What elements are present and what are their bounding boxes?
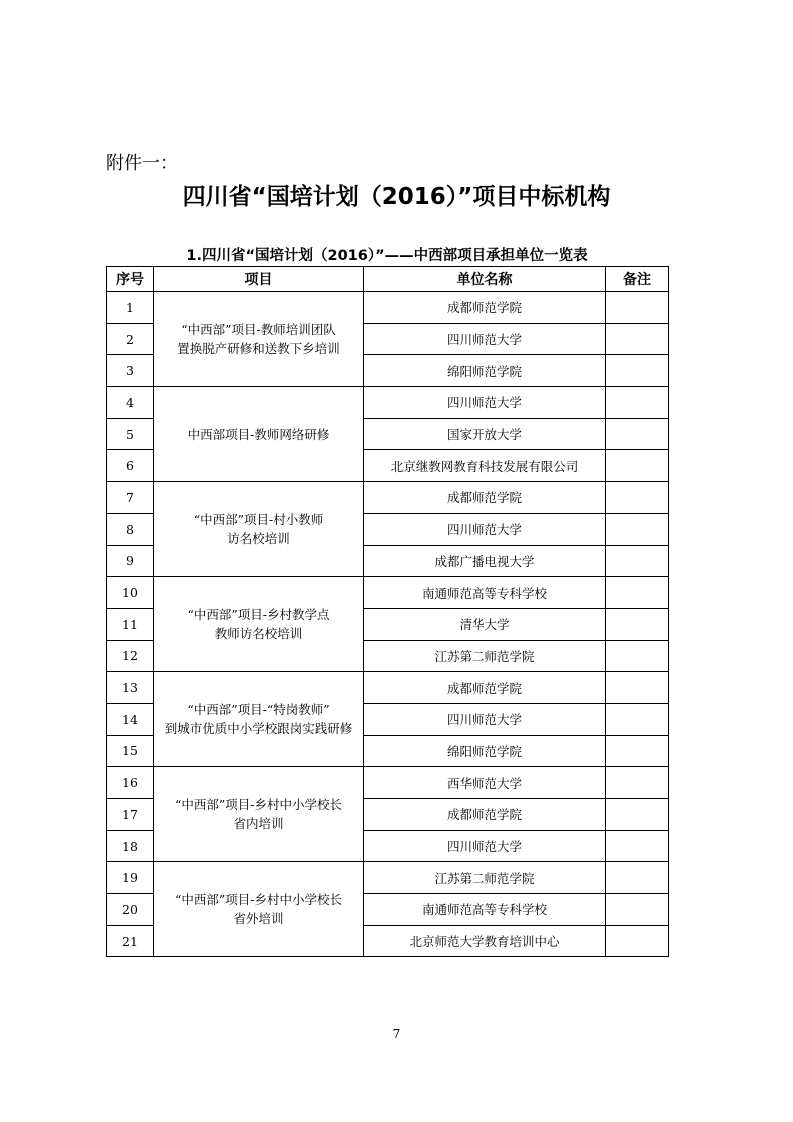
row-index: 16 xyxy=(107,767,154,799)
project-cell xyxy=(154,387,364,482)
remark-cell xyxy=(606,640,669,672)
row-index: 14 xyxy=(107,703,154,735)
unit-list-table xyxy=(106,266,669,957)
row-index: 20 xyxy=(107,894,154,926)
row-index: 8 xyxy=(107,513,154,545)
project-line: “中西部”项目-乡村中小学校长 xyxy=(174,797,342,813)
remark-cell xyxy=(606,577,669,609)
row-index: 15 xyxy=(107,735,154,767)
project-line: “中西部”项目-乡村教学点 xyxy=(187,607,330,623)
remark-cell xyxy=(606,608,669,640)
remark-cell xyxy=(606,323,669,355)
row-index: 2 xyxy=(107,323,154,355)
header-unit: 单位名称 xyxy=(364,267,606,292)
unit-name: 成都师范学院 xyxy=(364,482,606,514)
attachment-label: 附件一： xyxy=(106,153,178,174)
unit-name: 绵阳师范学院 xyxy=(364,735,606,767)
table-body xyxy=(107,292,669,957)
unit-name: 成都广播电视大学 xyxy=(364,545,606,577)
remark-cell xyxy=(606,703,669,735)
unit-name: 江苏第二师范学院 xyxy=(364,862,606,894)
project-line: 访名校培训 xyxy=(227,531,290,547)
remark-cell xyxy=(606,925,669,957)
table-row xyxy=(107,862,669,894)
table-row xyxy=(107,387,669,419)
remark-cell xyxy=(606,418,669,450)
table-row xyxy=(107,482,669,514)
project-line: “中西部”项目-“特岗教师” xyxy=(187,702,330,718)
unit-name: 江苏第二师范学院 xyxy=(364,640,606,672)
table-row xyxy=(107,672,669,704)
unit-name: 南通师范高等专科学校 xyxy=(364,577,606,609)
remark-cell xyxy=(606,450,669,482)
project-line: 省外培训 xyxy=(233,911,284,927)
project-cell xyxy=(154,482,364,577)
project-line: “中西部”项目-乡村中小学校长 xyxy=(174,892,342,908)
remark-cell xyxy=(606,292,669,324)
project-cell xyxy=(154,862,364,957)
project-line: 置换脱产研修和送教下乡培训 xyxy=(177,341,340,357)
row-index: 12 xyxy=(107,640,154,672)
remark-cell xyxy=(606,862,669,894)
unit-name: 四川师范大学 xyxy=(364,830,606,862)
unit-name: 南通师范高等专科学校 xyxy=(364,894,606,926)
row-index: 13 xyxy=(107,672,154,704)
table-row xyxy=(107,292,669,324)
project-line: 中西部项目-教师网络研修 xyxy=(187,426,330,442)
remark-cell xyxy=(606,799,669,831)
table-row xyxy=(107,767,669,799)
page-number: 7 xyxy=(392,1027,401,1041)
row-index: 1 xyxy=(107,292,154,324)
unit-name: 北京师范大学教育培训中心 xyxy=(364,925,606,957)
unit-name: 西华师范大学 xyxy=(364,767,606,799)
row-index: 21 xyxy=(107,925,154,957)
row-index: 18 xyxy=(107,830,154,862)
table-title: 1.四川省“国培计划（2016）”——中西部项目承担单位一览表 xyxy=(186,248,588,264)
unit-name: 绵阳师范学院 xyxy=(364,355,606,387)
row-index: 10 xyxy=(107,577,154,609)
row-index: 6 xyxy=(107,450,154,482)
remark-cell xyxy=(606,735,669,767)
project-line: 教师访名校培训 xyxy=(214,626,303,642)
remark-cell xyxy=(606,672,669,704)
remark-cell xyxy=(606,767,669,799)
header-project: 项目 xyxy=(154,267,364,292)
row-index: 11 xyxy=(107,608,154,640)
unit-name: 成都师范学院 xyxy=(364,799,606,831)
remark-cell xyxy=(606,830,669,862)
table-header-row xyxy=(107,267,669,292)
project-line: “中西部”项目-教师培训团队 xyxy=(181,322,336,338)
row-index: 9 xyxy=(107,545,154,577)
row-index: 5 xyxy=(107,418,154,450)
unit-name: 北京继教网教育科技发展有限公司 xyxy=(364,450,606,482)
project-cell xyxy=(154,292,364,387)
main-title: 四川省“国培计划（2016）”项目中标机构 xyxy=(182,184,611,210)
unit-name: 成都师范学院 xyxy=(364,672,606,704)
project-cell xyxy=(154,767,364,862)
remark-cell xyxy=(606,482,669,514)
unit-name: 四川师范大学 xyxy=(364,387,606,419)
remark-cell xyxy=(606,545,669,577)
unit-name: 四川师范大学 xyxy=(364,703,606,735)
project-line: “中西部”项目-村小教师 xyxy=(193,512,324,528)
table-row xyxy=(107,577,669,609)
row-index: 3 xyxy=(107,355,154,387)
unit-name: 成都师范学院 xyxy=(364,292,606,324)
row-index: 7 xyxy=(107,482,154,514)
remark-cell xyxy=(606,513,669,545)
remark-cell xyxy=(606,355,669,387)
remark-cell xyxy=(606,387,669,419)
project-cell xyxy=(154,577,364,672)
row-index: 4 xyxy=(107,387,154,419)
header-index: 序号 xyxy=(107,267,154,292)
header-remark: 备注 xyxy=(606,267,669,292)
unit-name: 四川师范大学 xyxy=(364,323,606,355)
remark-cell xyxy=(606,894,669,926)
unit-name: 清华大学 xyxy=(364,608,606,640)
project-line: 省内培训 xyxy=(233,816,284,832)
row-index: 19 xyxy=(107,862,154,894)
row-index: 17 xyxy=(107,799,154,831)
project-cell xyxy=(154,672,364,767)
unit-name: 四川师范大学 xyxy=(364,513,606,545)
unit-name: 国家开放大学 xyxy=(364,418,606,450)
project-line: 到城市优质中小学校跟岗实践研修 xyxy=(164,721,353,737)
